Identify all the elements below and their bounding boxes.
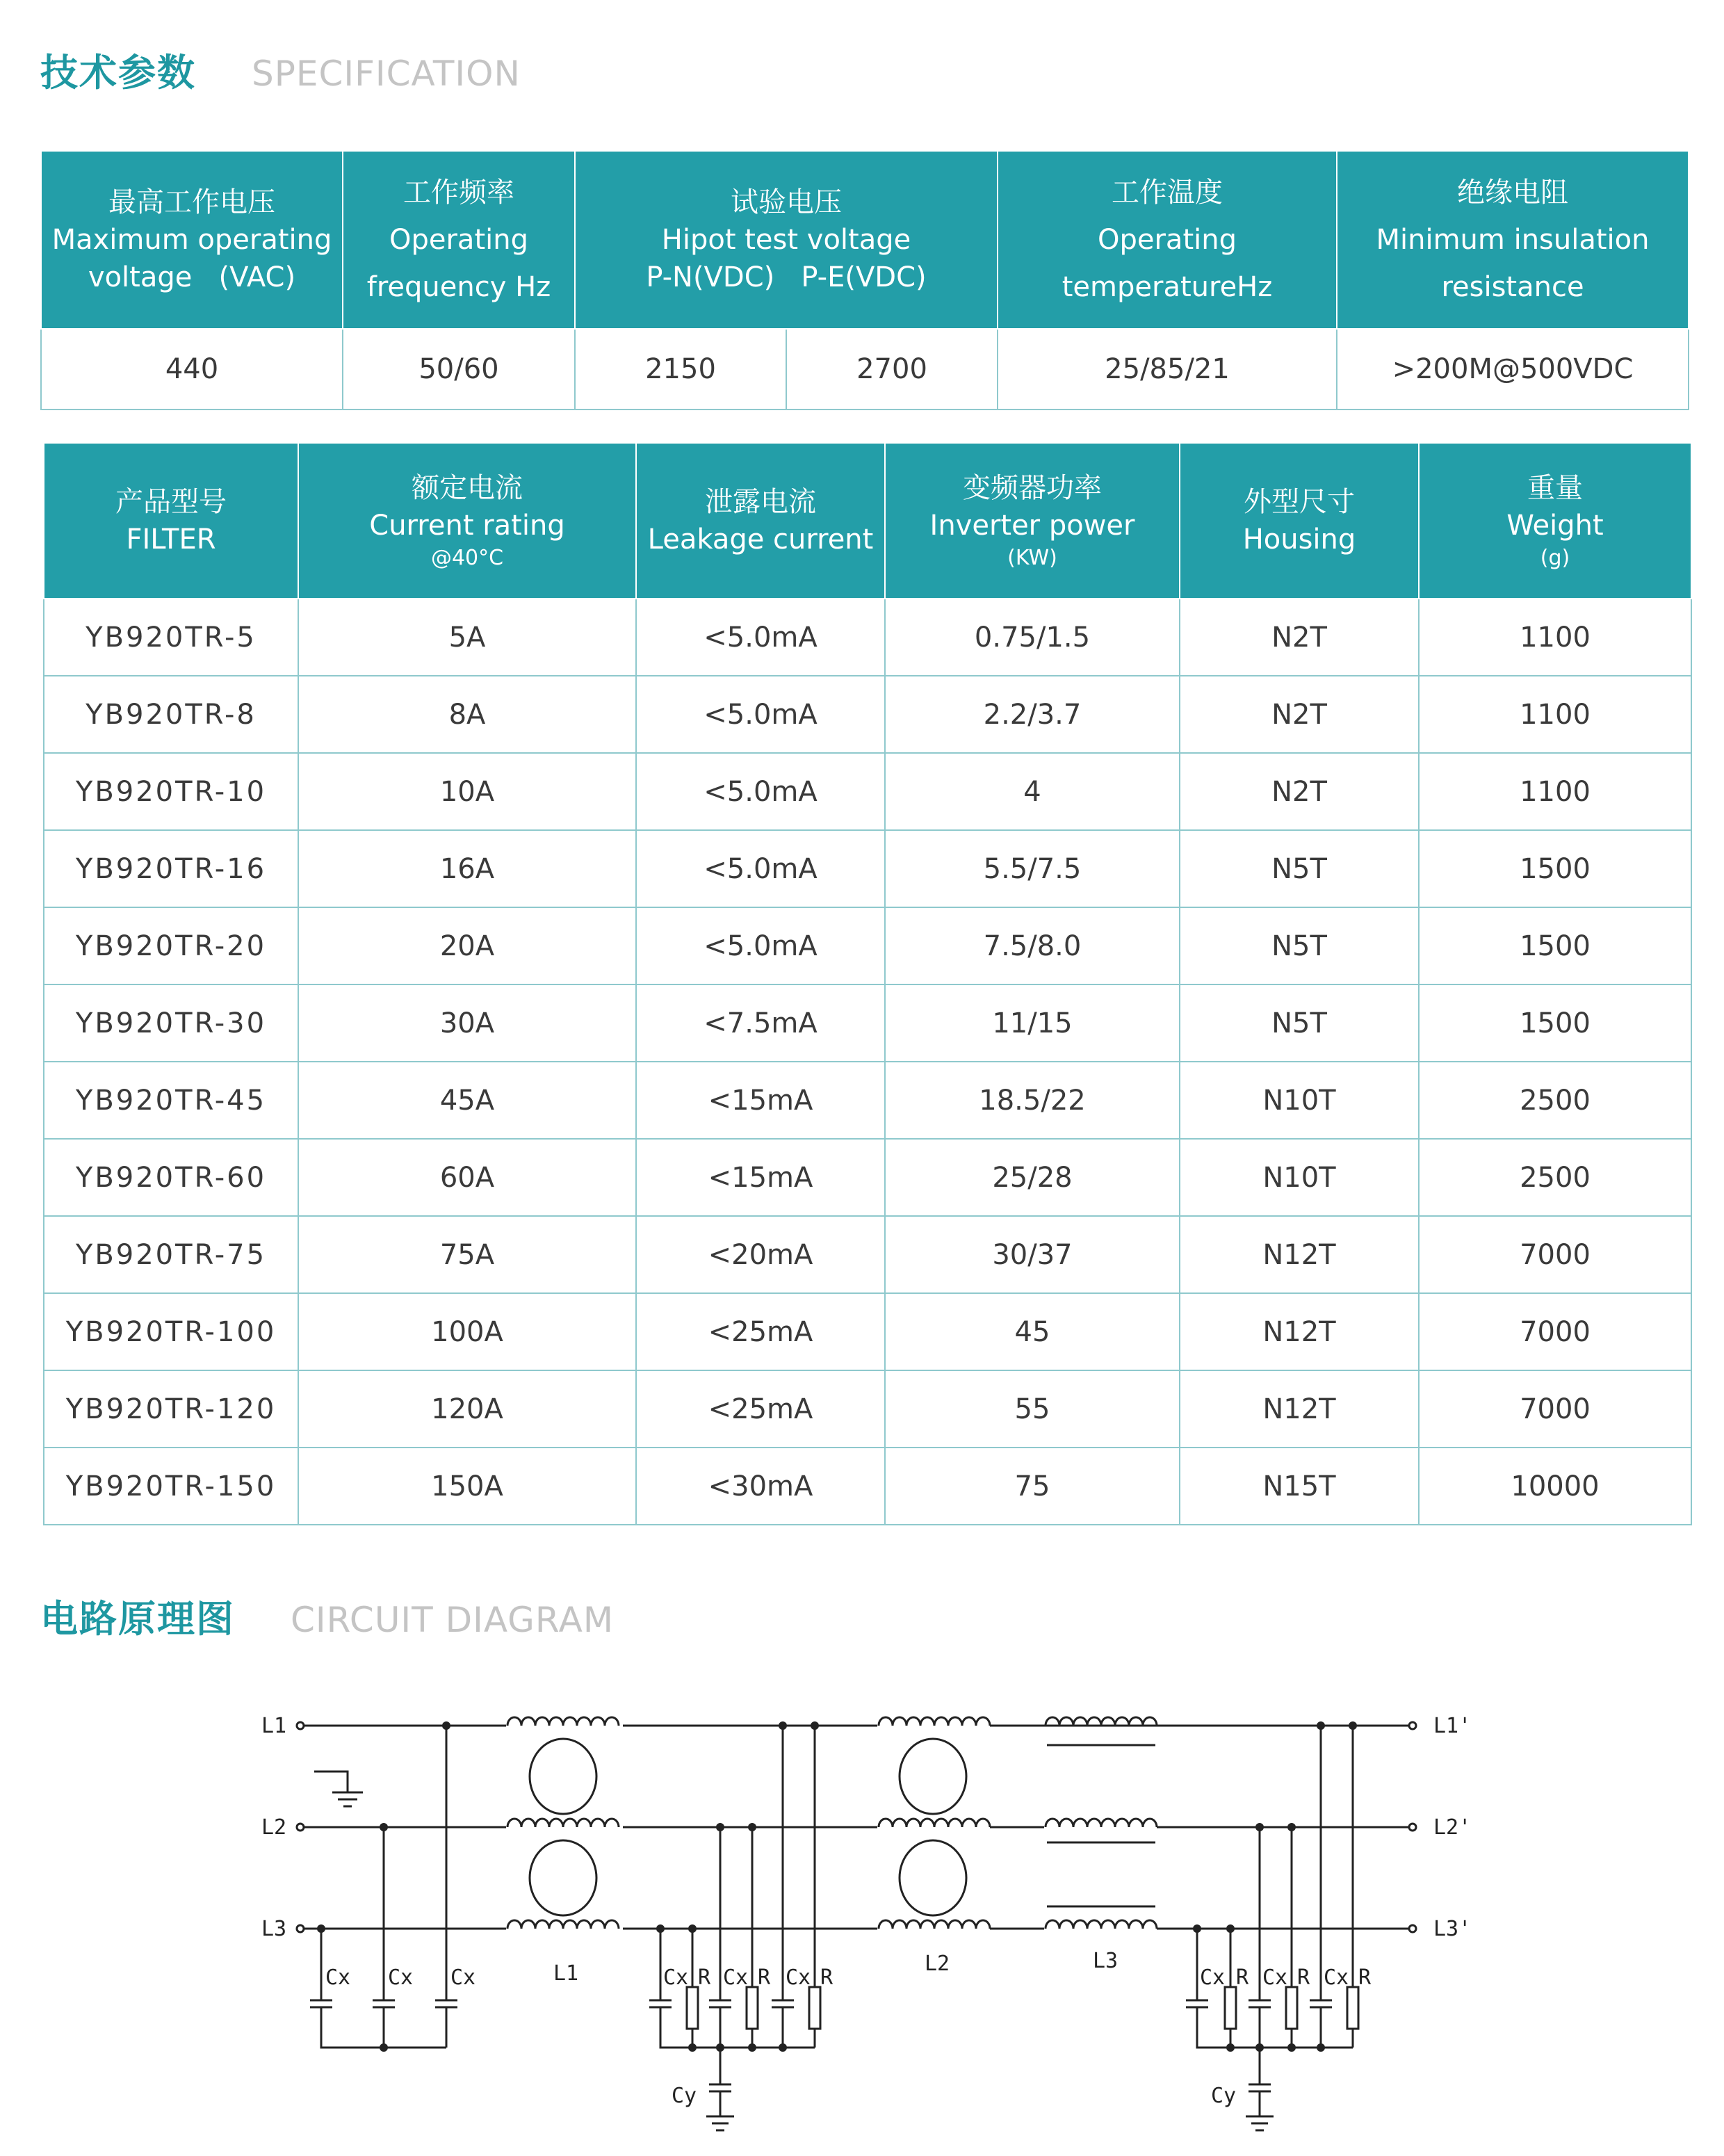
table-row	[44, 1370, 1691, 1448]
spec-header-en: Minimum insulation	[1376, 224, 1650, 256]
cell-weight: 1100	[1419, 753, 1691, 830]
cell-current: 16A	[298, 830, 636, 907]
cell-inverter-power: 5.5/7.5	[885, 830, 1180, 907]
cell-leakage: <5.0mA	[636, 907, 885, 984]
r-label: R	[820, 1965, 833, 1990]
ground-symbol	[314, 1772, 363, 1806]
inductor-l1-coils	[507, 1717, 619, 1929]
cx-label: Cx	[786, 1965, 811, 1990]
spec-header-cn: 绝缘电阻	[1457, 177, 1568, 209]
spec-header-row	[41, 151, 1689, 329]
cell-model: YB920TR-120	[44, 1370, 298, 1448]
cell-current: 100A	[298, 1293, 636, 1370]
cell-current: 8A	[298, 676, 636, 753]
cx-label: Cx	[723, 1965, 749, 1990]
cx-label: Cx	[325, 1965, 351, 1990]
models-header-unit: (g)	[1540, 545, 1570, 570]
cx-label: Cx	[1324, 1965, 1349, 1990]
cell-model: YB920TR-20	[44, 907, 298, 984]
spec-header-en: voltage (VAC)	[88, 261, 296, 293]
cell-leakage: <5.0mA	[636, 830, 885, 907]
cell-weight: 1500	[1419, 984, 1691, 1062]
spec-header-cn: 工作频率	[403, 177, 514, 209]
inductor-label-l2: L2	[925, 1952, 950, 1976]
spec-header-en: Operating	[389, 224, 528, 256]
cell-inverter-power: 75	[885, 1448, 1180, 1525]
cell-housing: N12T	[1180, 1216, 1419, 1293]
conductor-lines	[302, 1726, 1411, 1929]
models-body	[44, 599, 1691, 1525]
models-header-en: Inverter power	[929, 509, 1135, 542]
spec-header-en: Hipot test voltage	[661, 224, 911, 256]
cell-weight: 10000	[1419, 1448, 1691, 1525]
cell-leakage: <30mA	[636, 1448, 885, 1525]
cell-leakage: <20mA	[636, 1216, 885, 1293]
cell-inverter-power: 55	[885, 1370, 1180, 1448]
models-header-cn: 额定电流	[412, 471, 523, 504]
table-row	[44, 1062, 1691, 1139]
cell-weight: 7000	[1419, 1216, 1691, 1293]
cell-model: YB920TR-60	[44, 1139, 298, 1216]
models-header-en: Leakage current	[647, 524, 874, 556]
cell-housing: N5T	[1180, 830, 1419, 907]
r-label: R	[758, 1965, 771, 1990]
table-row	[44, 1139, 1691, 1216]
cell-leakage: <7.5mA	[636, 984, 885, 1062]
spec-header-cn: 最高工作电压	[108, 186, 275, 218]
cell-model: YB920TR-100	[44, 1293, 298, 1370]
table-row	[44, 1448, 1691, 1525]
cell-inverter-power: 45	[885, 1293, 1180, 1370]
input-label-l1: L1	[261, 1714, 287, 1738]
cell-housing: N2T	[1180, 753, 1419, 830]
models-header-leakage	[636, 443, 885, 599]
cell-leakage: <25mA	[636, 1370, 885, 1448]
models-header-en: Weight	[1506, 509, 1604, 542]
cell-leakage: <25mA	[636, 1293, 885, 1370]
cell-inverter-power: 30/37	[885, 1216, 1180, 1293]
spec-value-max-voltage: 440	[41, 329, 343, 410]
spec-value-insulation: >200M@500VDC	[1337, 329, 1689, 410]
spec-value-row	[41, 329, 1689, 410]
cx-label: Cx	[388, 1965, 414, 1990]
cell-weight: 7000	[1419, 1293, 1691, 1370]
table-row	[44, 984, 1691, 1062]
cell-inverter-power: 2.2/3.7	[885, 676, 1180, 753]
cell-housing: N12T	[1180, 1293, 1419, 1370]
models-header-en: Housing	[1242, 524, 1356, 556]
spec-value-hipot-pe: 2700	[786, 329, 998, 410]
cy-label: Cy	[1211, 2084, 1237, 2108]
input-label-l2: L2	[261, 1815, 287, 1840]
spec-header-en: P-N(VDC) P-E(VDC)	[646, 261, 927, 293]
cx-label: Cx	[663, 1965, 689, 1990]
models-header-housing	[1180, 443, 1419, 599]
cell-housing: N12T	[1180, 1370, 1419, 1448]
cell-leakage: <5.0mA	[636, 676, 885, 753]
cell-model: YB920TR-30	[44, 984, 298, 1062]
cell-current: 45A	[298, 1062, 636, 1139]
inductor-l2-coils	[879, 1717, 990, 1929]
cx-label: Cx	[450, 1965, 476, 1990]
spec-header-hipot	[575, 151, 998, 329]
cell-housing: N2T	[1180, 676, 1419, 753]
cell-weight: 1500	[1419, 907, 1691, 984]
spec-section-title	[40, 43, 521, 97]
cell-housing: N2T	[1180, 599, 1419, 676]
output-label-l1: L1'	[1433, 1714, 1472, 1738]
r-label: R	[1358, 1965, 1372, 1990]
cell-model: YB920TR-8	[44, 676, 298, 753]
junction-dots	[317, 1721, 1357, 2052]
cell-weight: 7000	[1419, 1370, 1691, 1448]
spec-value-hipot-pn: 2150	[575, 329, 786, 410]
models-header-inverter	[885, 443, 1180, 599]
output-label-l3: L3'	[1433, 1917, 1472, 1941]
input-cx-network	[310, 1726, 457, 2048]
spec-header-en: Maximum operating	[51, 224, 332, 256]
spec-header-en: Operating	[1098, 224, 1237, 256]
cell-housing: N15T	[1180, 1448, 1419, 1525]
models-header-cn: 外型尺寸	[1244, 486, 1355, 518]
cell-weight: 1100	[1419, 676, 1691, 753]
models-header-current	[298, 443, 636, 599]
spec-value-frequency: 50/60	[343, 329, 575, 410]
spec-header-en: resistance	[1441, 271, 1584, 303]
table-row	[44, 753, 1691, 830]
cell-current: 20A	[298, 907, 636, 984]
cell-current: 60A	[298, 1139, 636, 1216]
cell-current: 30A	[298, 984, 636, 1062]
r-label: R	[698, 1965, 711, 1990]
table-row	[44, 830, 1691, 907]
cell-housing: N10T	[1180, 1139, 1419, 1216]
cell-housing: N5T	[1180, 984, 1419, 1062]
models-header-unit: @40°C	[430, 545, 504, 570]
spec-header-en: frequency Hz	[366, 271, 551, 303]
cx-label: Cx	[1262, 1965, 1288, 1990]
cell-model: YB920TR-10	[44, 753, 298, 830]
cell-model: YB920TR-150	[44, 1448, 298, 1525]
spec-title-cn: 技术参数	[40, 51, 196, 95]
models-header-filter	[44, 443, 298, 599]
models-header-en: FILTER	[126, 524, 216, 556]
cell-leakage: <15mA	[636, 1139, 885, 1216]
cell-inverter-power: 18.5/22	[885, 1062, 1180, 1139]
cell-leakage: <5.0mA	[636, 753, 885, 830]
spec-table	[40, 150, 1689, 410]
table-row	[44, 676, 1691, 753]
models-header-cn: 产品型号	[115, 486, 227, 518]
circuit-title-cn: 电路原理图	[40, 1597, 235, 1641]
r-label: R	[1297, 1965, 1310, 1990]
cell-weight: 2500	[1419, 1062, 1691, 1139]
models-header-cn: 泄露电流	[705, 486, 816, 518]
cx-label: Cx	[1200, 1965, 1226, 1990]
circuit-section-title	[40, 1589, 614, 1643]
models-header-cn: 重量	[1527, 471, 1583, 504]
cell-model: YB920TR-75	[44, 1216, 298, 1293]
spec-header-cn: 试验电压	[731, 186, 842, 218]
cell-current: 75A	[298, 1216, 636, 1293]
spec-header-temperature	[998, 151, 1337, 329]
table-row	[44, 1216, 1691, 1293]
cell-model: YB920TR-16	[44, 830, 298, 907]
inductor-l3-coils	[1046, 1717, 1157, 1929]
cell-weight: 1500	[1419, 830, 1691, 907]
circuit-diagram	[0, 1669, 1724, 2156]
spec-header-frequency	[343, 151, 575, 329]
table-row	[44, 599, 1691, 676]
circuit-title-en: CIRCUIT DIAGRAM	[291, 1600, 614, 1640]
models-header-row	[44, 443, 1691, 599]
cell-inverter-power: 7.5/8.0	[885, 907, 1180, 984]
table-row	[44, 1293, 1691, 1370]
cell-current: 10A	[298, 753, 636, 830]
cy-label: Cy	[672, 2084, 697, 2108]
spec-header-en: temperatureHz	[1062, 271, 1273, 303]
cell-current: 150A	[298, 1448, 636, 1525]
cell-housing: N10T	[1180, 1062, 1419, 1139]
models-header-unit: (KW)	[1007, 545, 1057, 570]
spec-header-max-voltage	[41, 151, 343, 329]
models-table	[43, 442, 1692, 1525]
models-header-cn: 变频器功率	[963, 471, 1102, 504]
cell-leakage: <15mA	[636, 1062, 885, 1139]
cell-weight: 2500	[1419, 1139, 1691, 1216]
cell-current: 5A	[298, 599, 636, 676]
cell-inverter-power: 0.75/1.5	[885, 599, 1180, 676]
cell-current: 120A	[298, 1370, 636, 1448]
spec-header-cn: 工作温度	[1112, 177, 1223, 209]
input-label-l3: L3	[261, 1917, 287, 1941]
models-header-en: Current rating	[369, 509, 565, 542]
table-row	[44, 907, 1691, 984]
cell-housing: N5T	[1180, 907, 1419, 984]
models-header-weight	[1419, 443, 1691, 599]
spec-header-insulation	[1337, 151, 1689, 329]
spec-value-temperature: 25/85/21	[998, 329, 1337, 410]
cell-leakage: <5.0mA	[636, 599, 885, 676]
r-label: R	[1236, 1965, 1249, 1990]
cell-model: YB920TR-45	[44, 1062, 298, 1139]
inductor-label-l3: L3	[1093, 1949, 1119, 1973]
cell-inverter-power: 11/15	[885, 984, 1180, 1062]
output-label-l2: L2'	[1433, 1815, 1472, 1840]
cell-inverter-power: 4	[885, 753, 1180, 830]
inductor-label-l1: L1	[553, 1961, 579, 1986]
cell-weight: 1100	[1419, 599, 1691, 676]
cell-model: YB920TR-5	[44, 599, 298, 676]
cell-inverter-power: 25/28	[885, 1139, 1180, 1216]
spec-title-en: SPECIFICATION	[252, 54, 521, 94]
